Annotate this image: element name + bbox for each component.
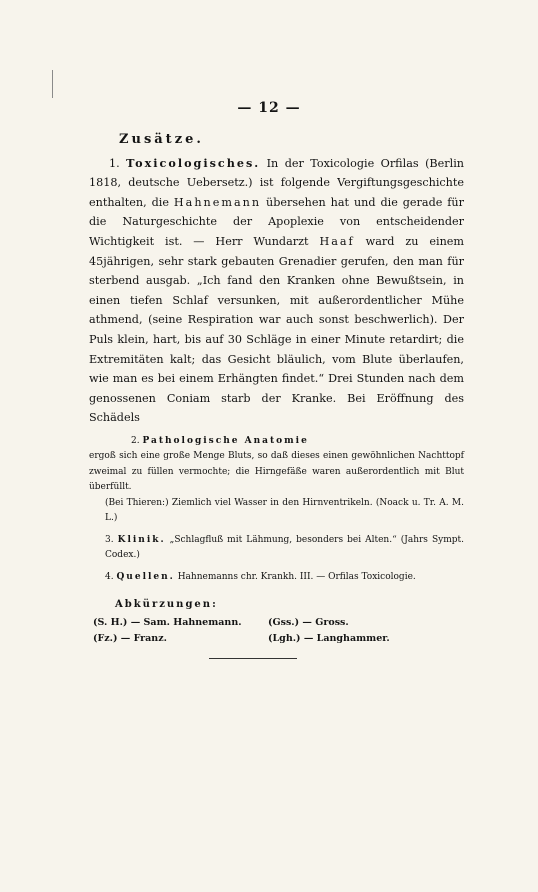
paragraph-heading: Toxicologisches. (126, 155, 261, 170)
item-number: 2. (131, 435, 140, 446)
abbreviation-entry: (Fz.) — Franz. (93, 633, 167, 644)
paragraph-text-a: In der Toxicologie Orfilas (Berlin 1818, deutsche Uebersetz.) ist folgende Vergiftungsgeschichte enthalten, die (89, 156, 464, 209)
paragraph-toxicology (89, 154, 464, 428)
page-number: — 12 — (237, 100, 301, 116)
page-body (89, 130, 464, 646)
item-number: 3. (105, 534, 114, 545)
gutter-mark (52, 70, 53, 98)
item-note: (Bei Thieren:) Ziemlich viel Wasser in den Hirnventrikeln. (Noack u. Tr. A. M. L.) (105, 497, 464, 524)
item-sources (89, 570, 464, 586)
abbreviation-entry: (Gss.) — Gross. (268, 617, 349, 628)
abbreviations-title: Abkürzungen: (115, 599, 218, 611)
end-rule (209, 658, 297, 659)
surgeon-name: Haaf (319, 234, 355, 248)
item-number: 4. (105, 571, 114, 582)
abbreviation-entry: (S. H.) — Sam. Hahnemann. (93, 617, 242, 628)
paragraph-text-b: übersehen hat und die gerade für die Naturgeschichte der Apoplexie von entscheidender Wichtigkeit ist. — Herr Wundarzt (89, 195, 464, 248)
item-text: „Schlagfluß mit Lähmung, besonders bei Alten.“ (Jahrs Sympt. Codex.) (105, 534, 464, 561)
item-text: ergoß sich eine große Menge Bluts, so daß dieses einen gewöhnlichen Nachttopf zweimal zu füllen vermochte; die Hirngefäße waren außerordentlich mit Blut überfüllt. (89, 451, 464, 493)
item-text: Hahnemanns chr. Krankh. III. — Orfilas Toxicologie. (177, 571, 416, 582)
item-heading: Klinik. (117, 534, 166, 545)
paragraph-text-c: ward zu einem 45jährigen, sehr stark gebauten Grenadier gerufen, den man für sterbend ausgab. „Ich fand den Kranken ohne Bewußtsein, in einen tiefen Schlaf versunken, mit außerordentlicher Mühe athmend, (seine Respiration war auch sonst beschwerlich). Der Puls klein, hart, bis auf 30 Schläge in einer Minute retardirt; die Extremitäten kalt; das Gesicht bläulich, vom Blute überlaufen, wie man es bei einem Erhängten findet.“ Drei Stunden nach dem genossenen Coniam starb der Kranke. Bei Eröffnung des Schädels (89, 234, 465, 425)
abbreviations-list (93, 615, 464, 646)
item-pathology (89, 434, 464, 527)
author-name: Hahnemann (173, 195, 262, 209)
item-heading: Quellen. (116, 571, 175, 582)
paragraph-number: 1. (109, 156, 120, 170)
item-clinic (89, 533, 464, 564)
section-title: Zusätze. (119, 132, 204, 147)
abbreviation-entry: (Lgh.) — Langhammer. (268, 633, 390, 644)
item-heading: Pathologische Anatomie (142, 435, 309, 446)
